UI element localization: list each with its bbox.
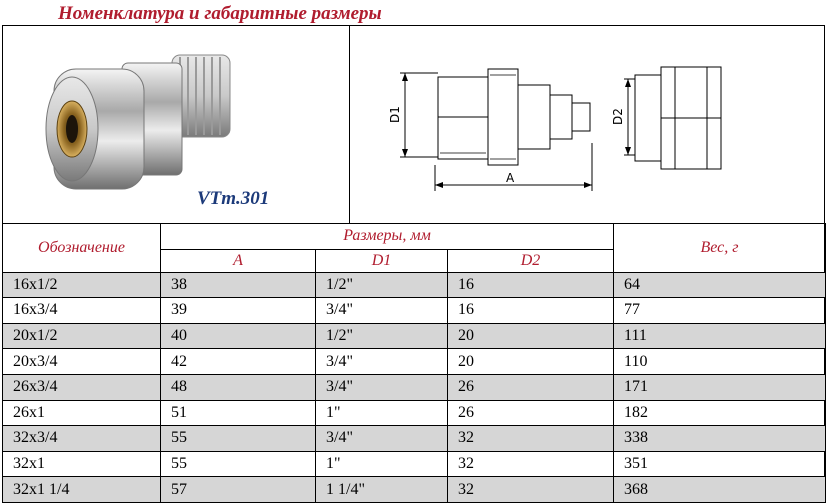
table-cell: 26	[448, 400, 614, 426]
table-cell: 77	[614, 298, 826, 324]
table-cell: 40	[161, 323, 316, 349]
product-photo-cell	[2, 25, 350, 223]
table-row	[3, 477, 826, 503]
table-cell: 110	[614, 349, 826, 375]
table-row	[3, 272, 826, 298]
d2-label: D2	[611, 108, 625, 125]
subheader-a: A	[161, 249, 316, 272]
table-cell: 351	[614, 451, 826, 477]
header-dimensions: Размеры, мм	[161, 224, 614, 250]
table-row	[3, 323, 826, 349]
table-cell: 64	[614, 272, 826, 298]
technical-drawing-cell	[350, 25, 825, 223]
table-cell: 16x3/4	[3, 298, 161, 324]
table-cell: 16	[448, 272, 614, 298]
page-title: Номенклатура и габаритные размеры	[58, 3, 382, 24]
subheader-d1: D1	[316, 249, 448, 272]
header-weight: Вес, г	[614, 224, 826, 273]
table-cell: 3/4"	[316, 298, 448, 324]
table-cell: 368	[614, 477, 826, 503]
spec-table	[2, 223, 826, 503]
table-row	[3, 349, 826, 375]
a-label: A	[506, 171, 515, 185]
table-cell: 1"	[316, 451, 448, 477]
table-cell: 32	[448, 451, 614, 477]
table-cell: 20	[448, 349, 614, 375]
header-designation: Обозначение	[3, 224, 161, 273]
table-cell: 20x1/2	[3, 323, 161, 349]
table-cell: 55	[161, 426, 316, 452]
table-cell: 32	[448, 477, 614, 503]
d1-label: D1	[388, 106, 402, 123]
table-cell: 182	[614, 400, 826, 426]
table-cell: 1 1/4"	[316, 477, 448, 503]
table-row	[3, 400, 826, 426]
table-cell: 26x1	[3, 400, 161, 426]
table-cell: 39	[161, 298, 316, 324]
table-cell: 20	[448, 323, 614, 349]
table-cell: 1/2"	[316, 272, 448, 298]
table-cell: 42	[161, 349, 316, 375]
table-cell: 20x3/4	[3, 349, 161, 375]
table-cell: 3/4"	[316, 349, 448, 375]
subheader-d2: D2	[448, 249, 614, 272]
table-cell: 51	[161, 400, 316, 426]
table-cell: 16	[448, 298, 614, 324]
table-cell: 26x3/4	[3, 374, 161, 400]
table-row	[3, 298, 826, 324]
table-cell: 111	[614, 323, 826, 349]
table-cell: 1"	[316, 400, 448, 426]
table-cell: 3/4"	[316, 426, 448, 452]
table-row	[3, 374, 826, 400]
table-cell: 16x1/2	[3, 272, 161, 298]
table-cell: 55	[161, 451, 316, 477]
table-cell: 57	[161, 477, 316, 503]
table-cell: 26	[448, 374, 614, 400]
table-cell: 1/2"	[316, 323, 448, 349]
fitting-photo	[2, 25, 348, 223]
table-cell: 38	[161, 272, 316, 298]
table-row	[3, 451, 826, 477]
table-cell: 171	[614, 374, 826, 400]
table-cell: 48	[161, 374, 316, 400]
table-cell: 3/4"	[316, 374, 448, 400]
table-cell: 32x1	[3, 451, 161, 477]
table-cell: 32	[448, 426, 614, 452]
table-row	[3, 426, 826, 452]
table-cell: 32x1 1/4	[3, 477, 161, 503]
table-cell: 338	[614, 426, 826, 452]
model-label: VTm.301	[197, 188, 270, 209]
table-cell: 32x3/4	[3, 426, 161, 452]
technical-drawing	[350, 25, 825, 223]
